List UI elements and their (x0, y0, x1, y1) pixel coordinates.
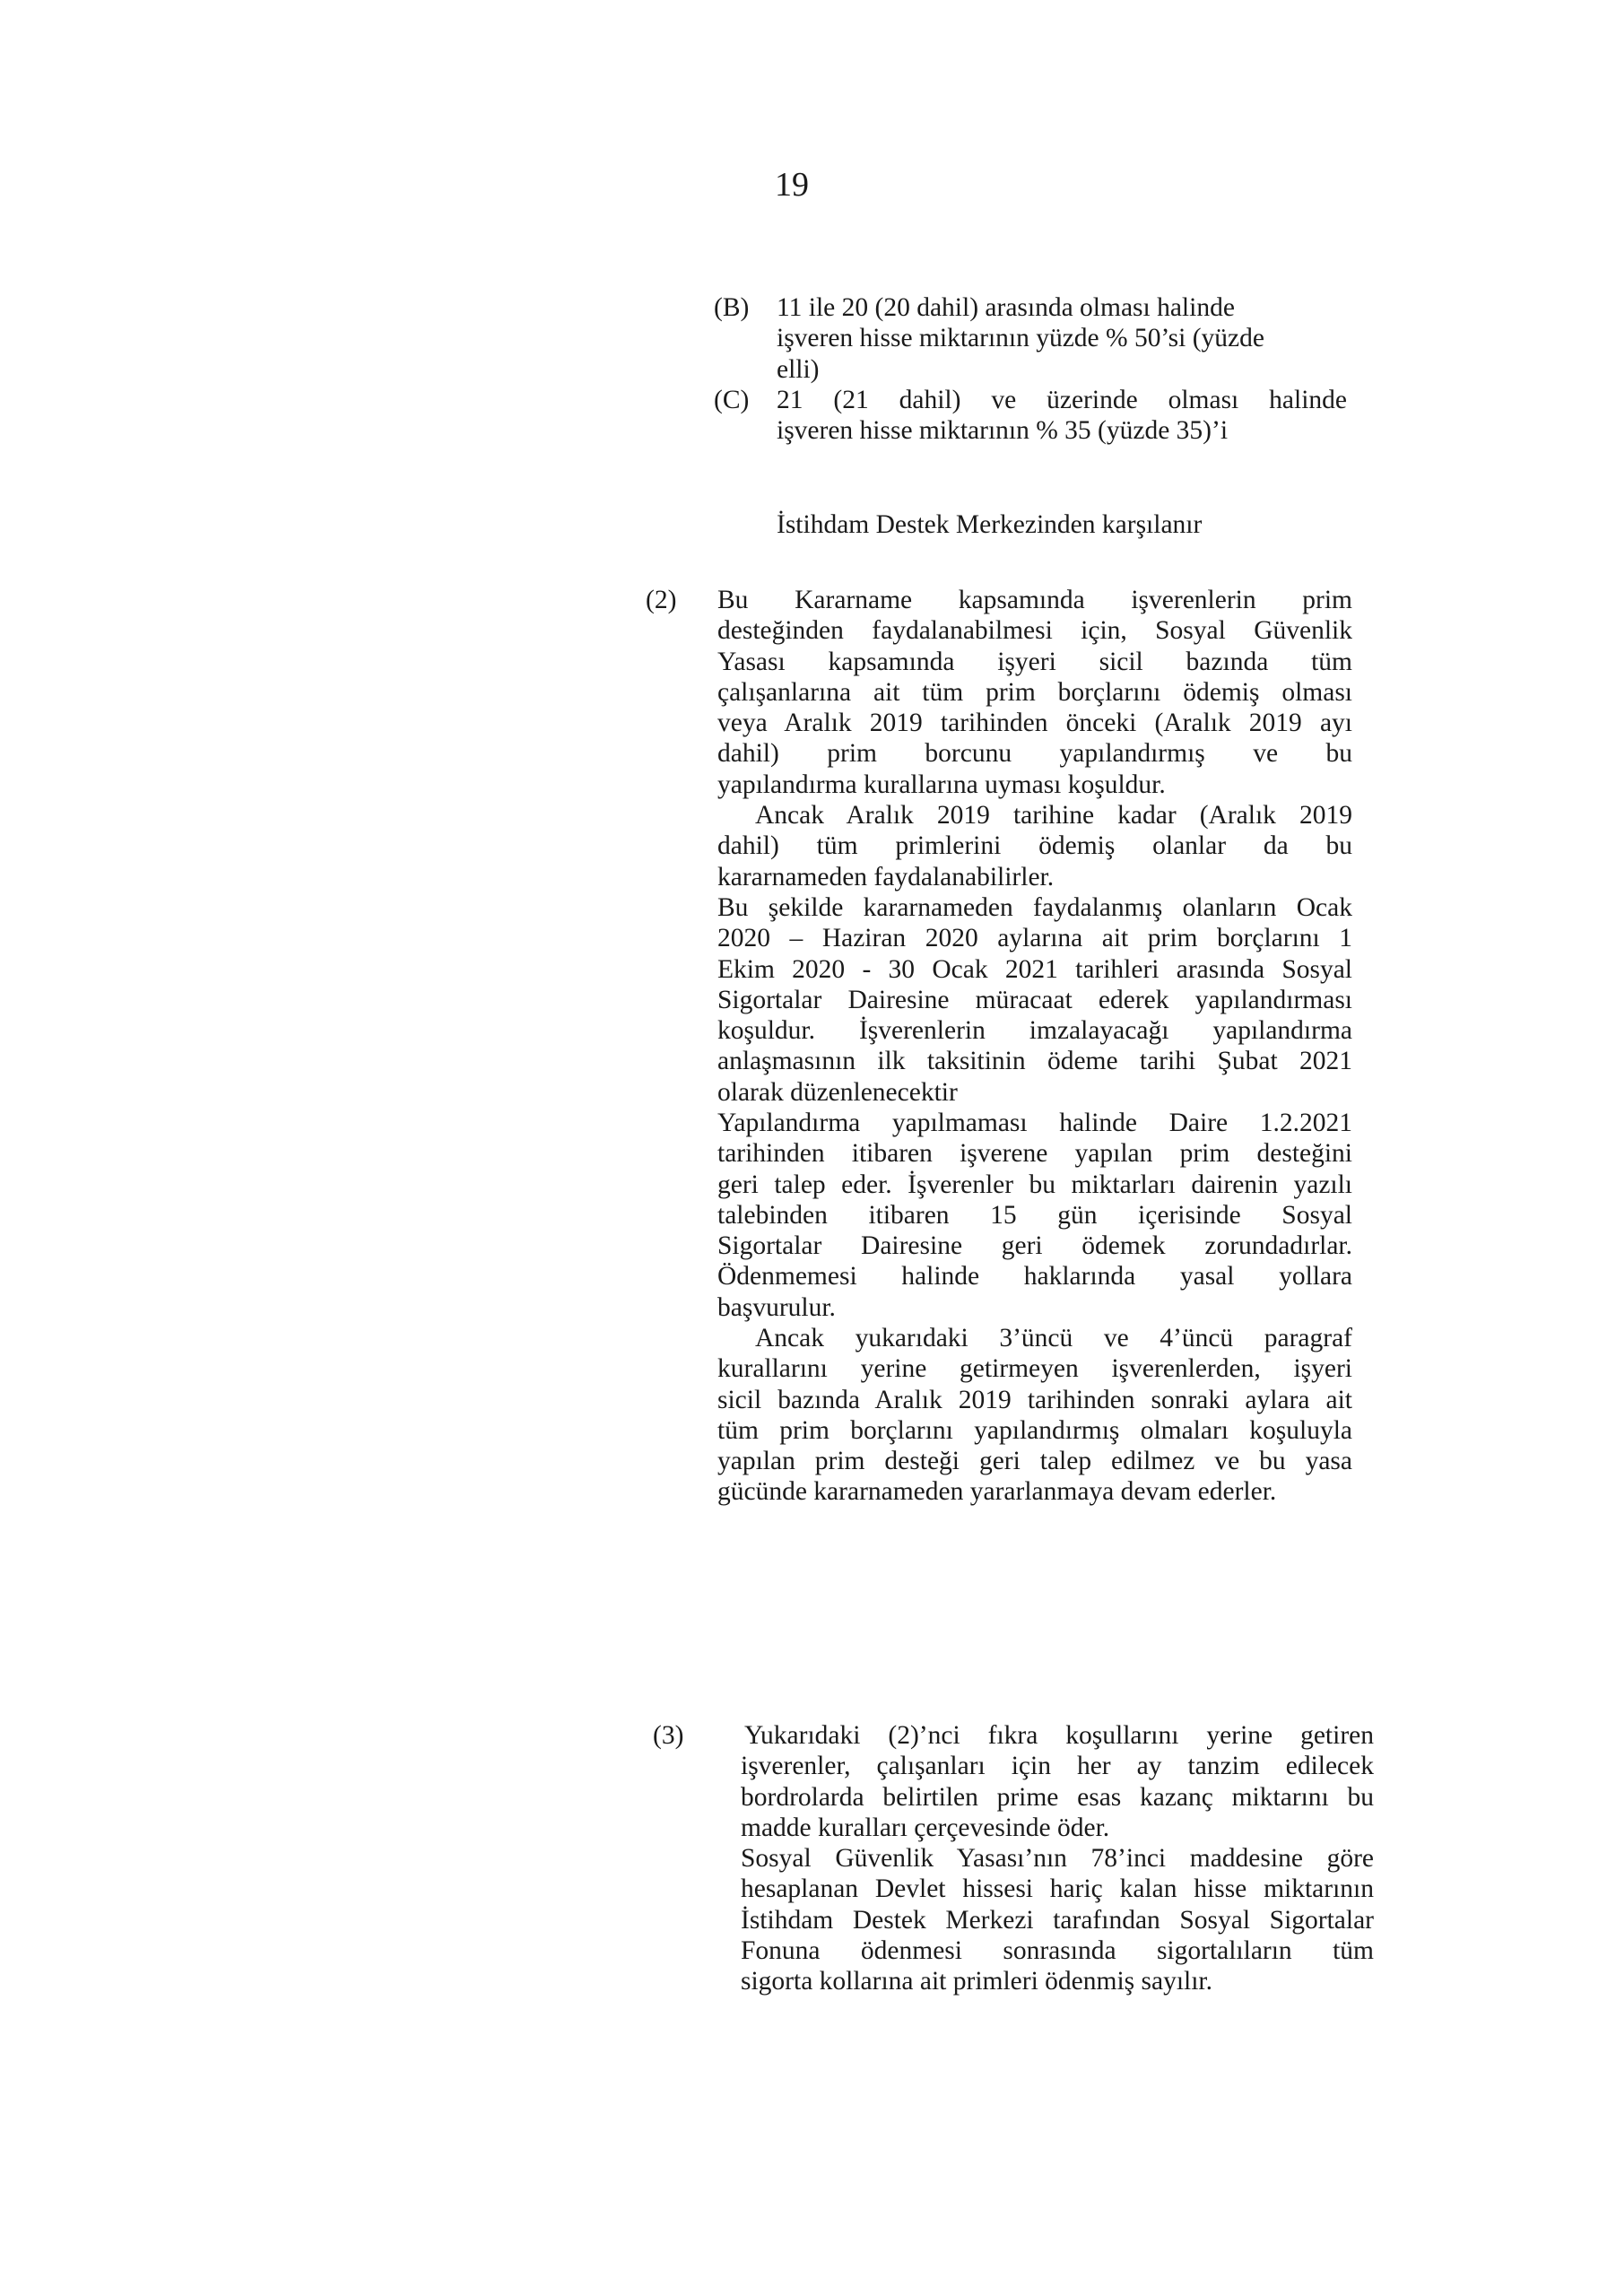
text-line: madde kuralları çerçevesinde öder. (741, 1813, 1110, 1842)
text-line: desteğinden faydalanabilmesi için, Sosyal Güvenlik (717, 616, 1352, 646)
text-line: elli) (777, 354, 820, 384)
text-line: Ekim 2020 - 30 Ocak 2021 tarihleri arasında Sosyal (717, 954, 1352, 984)
text-line: işveren hisse miktarının % 35 (yüzde 35)’i (777, 416, 1229, 446)
text-line: Yasası kapsamında işyeri sicil bazında tüm (717, 647, 1352, 676)
text-line: 21 (21 dahil) ve üzerinde olması halinde (777, 386, 1347, 414)
clause-2-paragraph-4 (717, 1108, 1352, 1323)
text-line: Ödenmemesi halinde haklarında yasal yollara (717, 1262, 1352, 1292)
text-line: talebinden itibaren 15 gün içerisinde Sosyal (717, 1200, 1352, 1230)
text-line: geri talep eder. İşverenler bu miktarları dairenin yazılı (717, 1170, 1352, 1199)
text-line: işveren hisse miktarının yüzde % 50’si (yüzde (777, 324, 1264, 353)
sub-item-c-text (777, 385, 1347, 447)
clause-3-paragraph-2 (741, 1843, 1374, 1996)
text-line: İstihdam Destek Merkezi tarafından Sosyal Sigortalar (741, 1905, 1374, 1935)
text-line: hesaplanan Devlet hissesi hariç kalan hisse miktarının (741, 1874, 1374, 1904)
text-line: tarihinden itibaren işverene yapılan prim desteğini (717, 1139, 1352, 1169)
text-line: dahil) prim borcunu yapılandırmış ve bu (717, 739, 1352, 769)
clause-3-label: (3) (653, 1721, 684, 1750)
clause-2-label: (2) (646, 586, 677, 614)
text-line: dahil) tüm primlerini ödemiş olanlar da bu (717, 831, 1352, 861)
text-line: Ancak yukarıdaki 3’üncü ve 4’üncü paragraf (755, 1324, 1352, 1352)
text-line: bordrolarda belirtilen prime esas kazanç miktarını bu (741, 1782, 1374, 1812)
sub-item-b-text (777, 292, 1347, 385)
text-line: kurallarını yerine getirmeyen işverenlerden, işyeri (717, 1354, 1352, 1384)
text-line: işverenler, çalışanları için her ay tanzim edilecek (741, 1752, 1374, 1781)
text-line: anlaşmasının ilk taksitinin ödeme tarihi Şubat 2021 (717, 1047, 1352, 1076)
text-line: Fonuna ödenmesi sonrasında sigortalıların tüm (741, 1935, 1374, 1965)
text-line: veya Aralık 2019 tarihinden önceki (Aralık 2019 ayı (717, 709, 1352, 738)
text-line: yapılandırma kurallarına uyması koşuldur. (717, 770, 1166, 799)
text-line: sicil bazında Aralık 2019 tarihinden sonraki aylara ait (717, 1385, 1352, 1414)
text-line: Sigortalar Dairesine geri ödemek zorundadırlar. (717, 1231, 1352, 1261)
text-line: sigorta kollarına ait primleri ödenmiş sayılır. (741, 1967, 1212, 1996)
clause-2-paragraph-5 (717, 1323, 1352, 1508)
text-line: koşuldur. İşverenlerin imzalayacağı yapılandırma (717, 1016, 1352, 1046)
text-line: 2020 – Haziran 2020 aylarına ait prim borçlarını 1 (717, 924, 1352, 953)
text-line: Bu şekilde kararnameden faydalanmış olanların Ocak (717, 893, 1352, 922)
text-line: başvurulur. (717, 1292, 836, 1322)
text-line: olarak düzenlenecektir (717, 1077, 958, 1107)
text-line: Bu Kararname kapsamında işverenlerin prim (717, 586, 1352, 614)
text-line: Sosyal Güvenlik Yasası’nın 78’inci maddesine göre (741, 1844, 1374, 1873)
sub-item-b-label: (B) (714, 293, 750, 322)
text-line: gücünde kararnameden yararlanmaya devam ederler. (717, 1477, 1277, 1507)
text-line: Yapılandırma yapılmaması halinde Daire 1.2.2021 (717, 1109, 1352, 1137)
clause-3-paragraph-1 (741, 1720, 1374, 1843)
page-number: 19 (775, 166, 809, 204)
text-line: yapılan prim desteği geri talep edilmez ve bu yasa (717, 1447, 1352, 1476)
clause-2-paragraph-1 (717, 585, 1352, 800)
text-line: kararnameden faydalanabilirler. (717, 862, 1055, 891)
clause-2-paragraph-2 (717, 800, 1352, 892)
sub-item-c-label: (C) (714, 386, 750, 414)
text-line: Yukarıdaki (2)’nci fıkra koşullarını yerine getiren (744, 1721, 1374, 1750)
text-line: Sigortalar Dairesine müracaat ederek yapılandırması (717, 985, 1352, 1014)
text-line: Ancak Aralık 2019 tarihine kadar (Aralık 2019 (755, 801, 1352, 830)
text-line: tüm prim borçlarını yapılandırmış olmaları koşuluyla (717, 1415, 1352, 1445)
clause-2-paragraph-3 (717, 892, 1352, 1108)
funding-note: İstihdam Destek Merkezinden karşılanır (777, 510, 1203, 539)
text-line: 11 ile 20 (20 dahil) arasında olması halinde (777, 293, 1235, 322)
text-line: çalışanlarına ait tüm prim borçlarını ödemiş olması (717, 677, 1352, 707)
